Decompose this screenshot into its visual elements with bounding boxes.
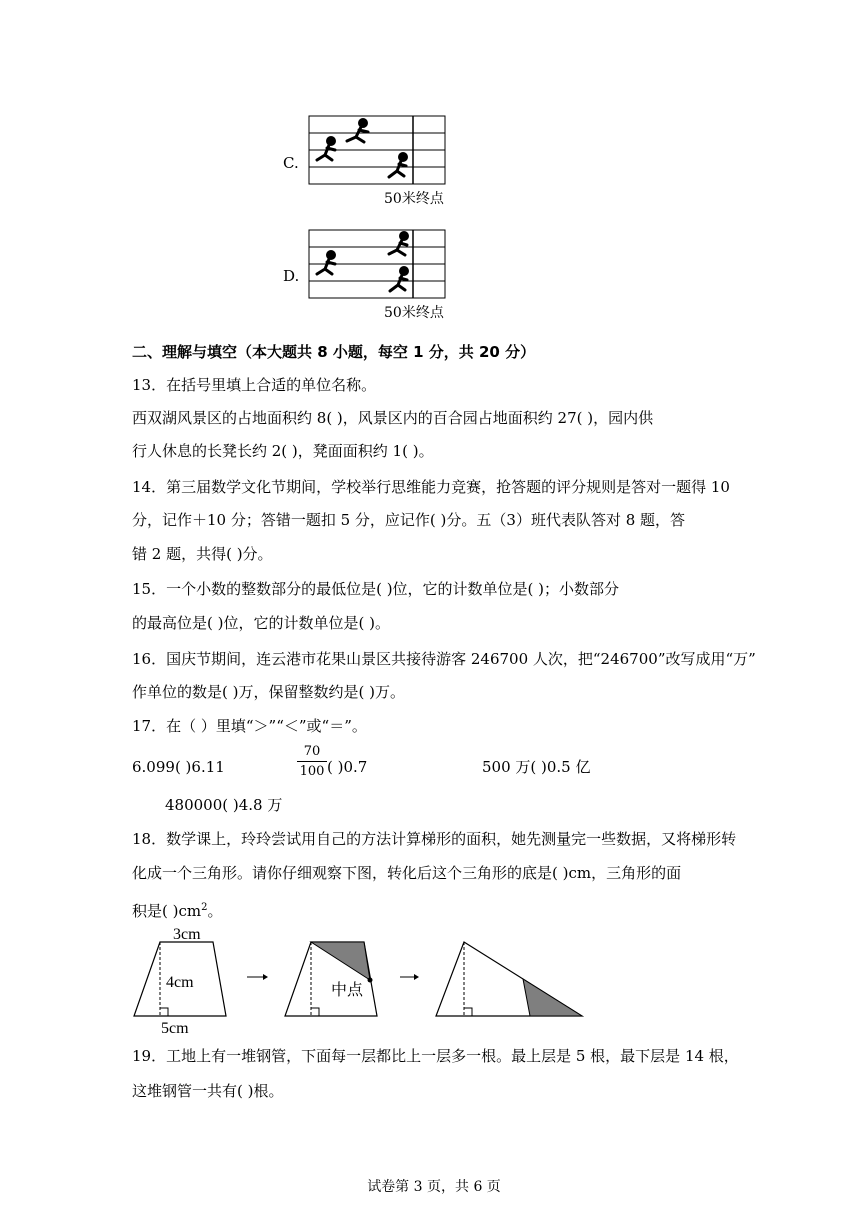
- page-footer: 试卷第 3 页，共 6 页: [367, 1179, 501, 1195]
- q14-line2: 分，记作＋10 分；答错一题扣 5 分，应记作( )分。五（3）班代表队答对 8 题，答: [132, 511, 686, 529]
- runner-icon: [347, 120, 368, 143]
- option-d-track-figure: [305, 228, 450, 303]
- q13-line1: 西双湖风景区的占地面积约 8( )，风景区内的百合园占地面积约 27( )，园内供: [132, 409, 654, 427]
- q14-line3: 错 2 题，共得( )分。: [132, 545, 273, 563]
- q19-line1: 19．工地上有一堆钢管，下面每一层都比上一层多一根。最上层是 5 根，最下层是 14 根，: [132, 1047, 739, 1065]
- arrow-right-icon: [400, 974, 419, 980]
- q14-line1: 14．第三届数学文化节期间，学校举行思维能力竞赛，抢答题的评分规则是答对一题得 10: [132, 478, 730, 496]
- q17-fraction: [297, 744, 327, 779]
- q13-line2: 行人休息的长凳长约 2( )，凳面面积约 1( )。: [132, 442, 434, 460]
- q18-line2: 化成一个三角形。请你仔细观察下图，转化后这个三角形的底是( )cm，三角形的面: [132, 864, 682, 882]
- runner-icon: [390, 268, 408, 292]
- fraction-bar: [297, 761, 327, 762]
- q15-line2: 的最高位是( )位，它的计数单位是( )。: [132, 614, 390, 632]
- section2-heading: 二、理解与填空（本大题共 8 小题，每空 1 分，共 20 分）: [132, 343, 536, 361]
- q17-stem: 17．在（ ）里填“＞”“＜”或“＝”。: [132, 717, 367, 735]
- midpoint-label: 中点: [331, 982, 364, 999]
- option-c-label: C.: [283, 154, 299, 172]
- bottom-label: 5cm: [161, 1020, 189, 1037]
- midpoint-dot: [368, 978, 373, 983]
- option-d-finish-label: 50米终点: [384, 305, 444, 321]
- option-d-label: D.: [283, 267, 300, 285]
- q18-line1: 18．数学课上，玲玲尝试用自己的方法计算梯形的面积，她先测量完一些数据，又将梯形转: [132, 830, 737, 848]
- runner-icon: [317, 138, 335, 161]
- q15-line1: 15．一个小数的整数部分的最低位是( )位，它的计数单位是( )；小数部分: [132, 580, 620, 598]
- option-c-finish-label: 50米终点: [384, 191, 444, 207]
- q17-item1: 6.099( )6.11: [132, 758, 225, 776]
- runner-icon: [317, 252, 335, 275]
- fraction-denominator: 100: [299, 764, 325, 779]
- runner-icon: [389, 233, 408, 256]
- arrow-right-icon: [247, 974, 268, 980]
- top-label: 3cm: [173, 926, 201, 943]
- height-label: 4cm: [166, 974, 194, 991]
- q18-line3: 积是( )$cm^2$。: [132, 902, 223, 920]
- q17-item4: 480000( )4.8 万: [165, 796, 283, 814]
- q17-item3: 500 万( )0.5 亿: [482, 758, 591, 776]
- q16-line1: 16．国庆节期间，连云港市花果山景区共接待游客 246700 人次，把“246700”改写成用“万”: [132, 650, 756, 668]
- q17-item2: ( )0.7: [327, 758, 368, 776]
- runner-icon: [389, 154, 407, 178]
- q18-trapezoid-figure: [125, 925, 595, 1040]
- q16-line2: 作单位的数是( )万，保留整数约是( )万。: [132, 683, 405, 701]
- fraction-numerator: 70: [303, 744, 321, 759]
- option-c-track-figure: [305, 114, 450, 189]
- q19-line2: 这堆钢管一共有( )根。: [132, 1082, 284, 1100]
- q13-stem: 13．在括号里填上合适的单位名称。: [132, 376, 377, 394]
